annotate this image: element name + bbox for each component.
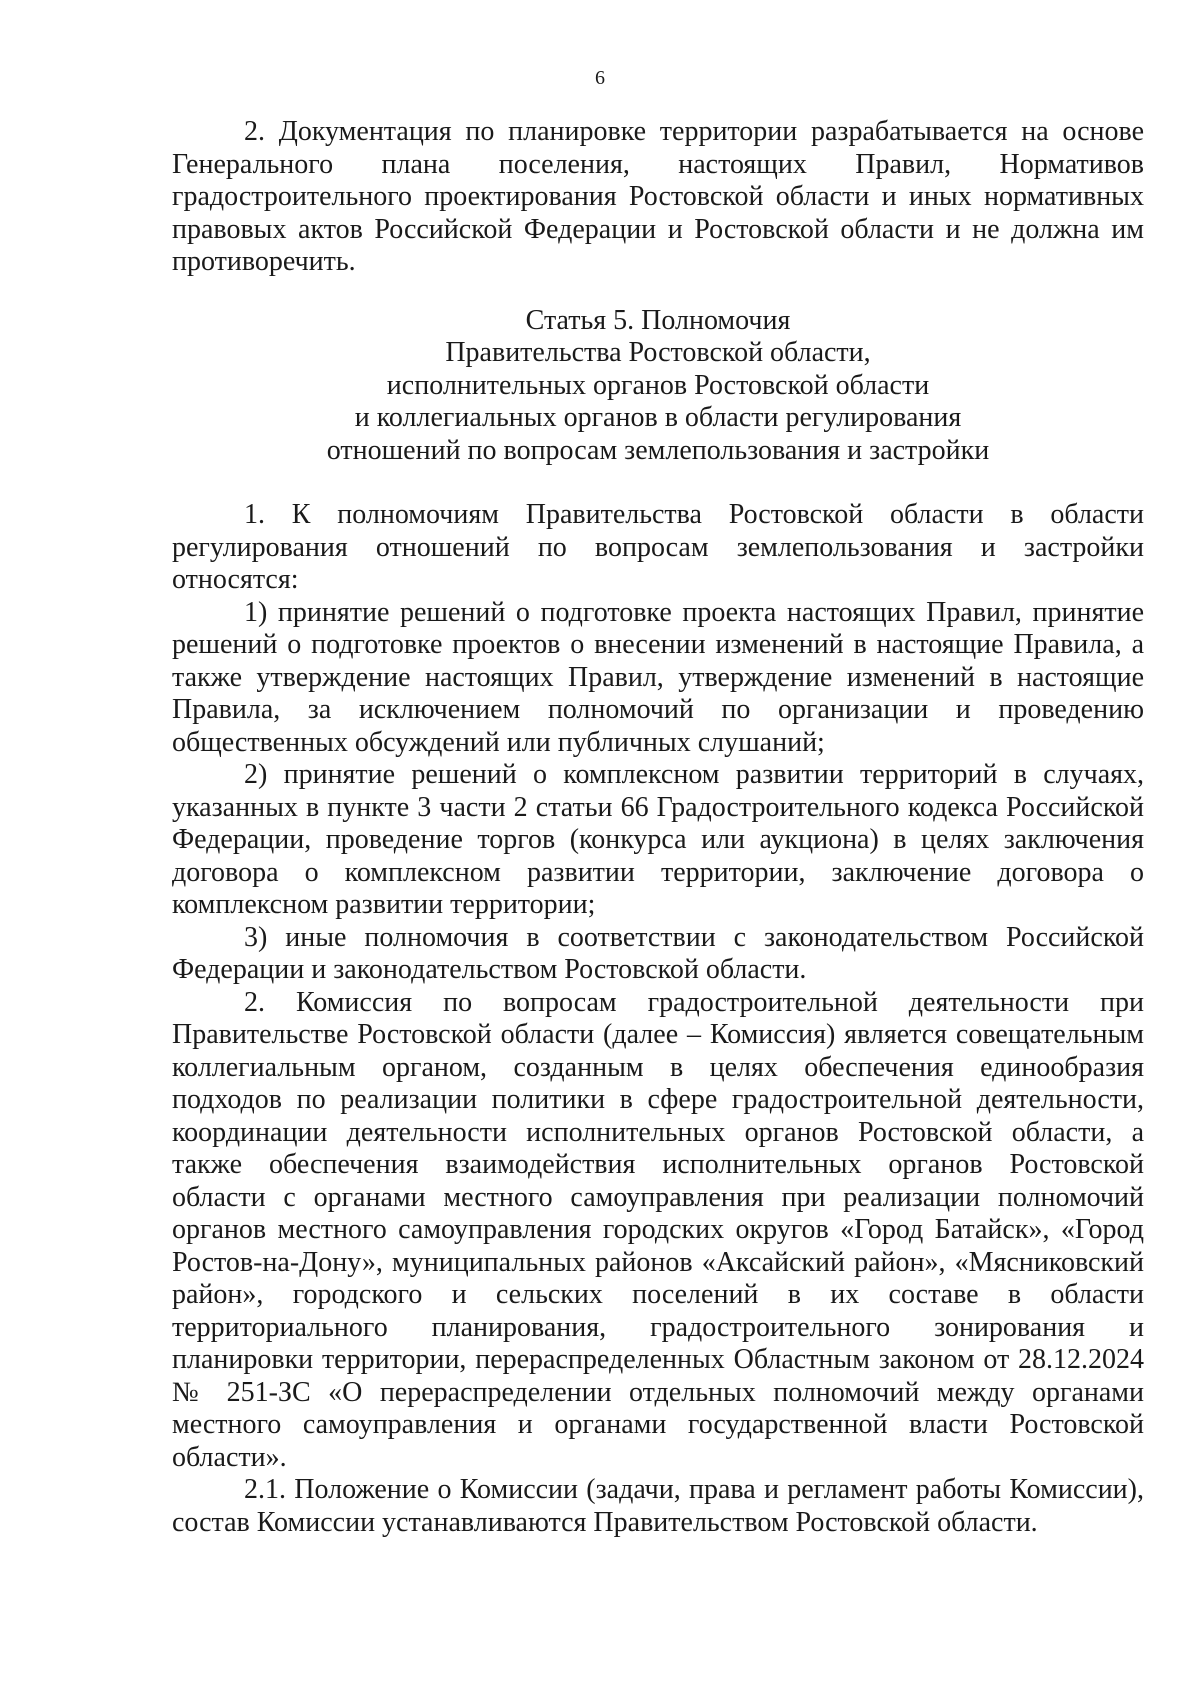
paragraph-commission-regulation: 2.1. Положение о Комиссии (задачи, права и регламент работы Комиссии), состав Комиссии устанавливаются Правительством Ростовской области. bbox=[172, 1474, 1144, 1538]
article-heading-line: Правительства Ростовской области, bbox=[445, 337, 871, 368]
article-heading-line: Статья 5. Полномочия bbox=[525, 304, 791, 336]
page-number: 6 bbox=[595, 67, 605, 89]
paragraph-documentation-basis: 2. Документация по планировке территории разрабатывается на основе Генерального плана поселения, настоящих Правил, Нормативов градостроительного проектирования Ростовской области и иных нормативных правовых актов Российской Федерации и Ростовской области и не должна им противоречить. bbox=[172, 116, 1144, 277]
list-item-power-3: 3) иные полномочия в соответствии с законодательством Российской Федерации и законодательством Ростовской области. bbox=[172, 921, 1144, 985]
article-heading-line: и коллегиальных органов в области регулирования bbox=[354, 402, 962, 433]
article-heading-line: исполнительных органов Ростовской области bbox=[386, 369, 930, 401]
paragraph-government-powers: 1. К полномочиям Правительства Ростовской области в области регулирования отношений по вопросам землепользования и застройки относятся: bbox=[172, 499, 1144, 595]
document-body bbox=[172, 116, 1144, 1539]
article-heading-line: отношений по вопросам землепользования и застройки bbox=[326, 434, 990, 466]
list-item-power-1: 1) принятие решений о подготовке проекта настоящих Правил, принятие решений о подготовке проектов о внесении изменений в настоящие Правила, а также утверждение настоящих Правил, утверждение изменений в настоящие Правила, за исключением полномочий по организации и проведению общественных обсуждений или публичных слушаний; bbox=[172, 596, 1144, 758]
paragraph-commission: 2. Комиссия по вопросам градостроительной деятельности при Правительстве Ростовской области (далее – Комиссия) является совещательным коллегиальным органом, созданным в целях обеспечения единообразия подходов по реализации политики в сфере градостроительной деятельности, координации деятельности исполнительных органов Ростовской области, а также обеспечения взаимодействия исполнительных органов Ростовской области с органами местного самоуправления при реализации полномочий органов местного самоуправления городских округов «Город Батайск», «Город Ростов-на-Дону», муниципальных районов «Аксайский район», «Мясниковский район», городского и сельских поселений в их составе в области территориального планирования, градостроительного зонирования и планировки территории, перераспределенных Областным законом от 28.12.2024 № 251-ЗС «О перераспределении отдельных полномочий между органами местного самоуправления и органами государственной власти Ростовской области». bbox=[172, 986, 1144, 1473]
list-item-power-2: 2) принятие решений о комплексном развитии территорий в случаях, указанных в пункте 3 части 2 статьи 66 Градостроительного кодекса Российской Федерации, проведение торгов (конкурса или аукциона) в целях заключения договора о комплексном развитии территории, заключение договора о комплексном развитии территории; bbox=[172, 759, 1144, 920]
article-heading bbox=[172, 305, 1144, 468]
